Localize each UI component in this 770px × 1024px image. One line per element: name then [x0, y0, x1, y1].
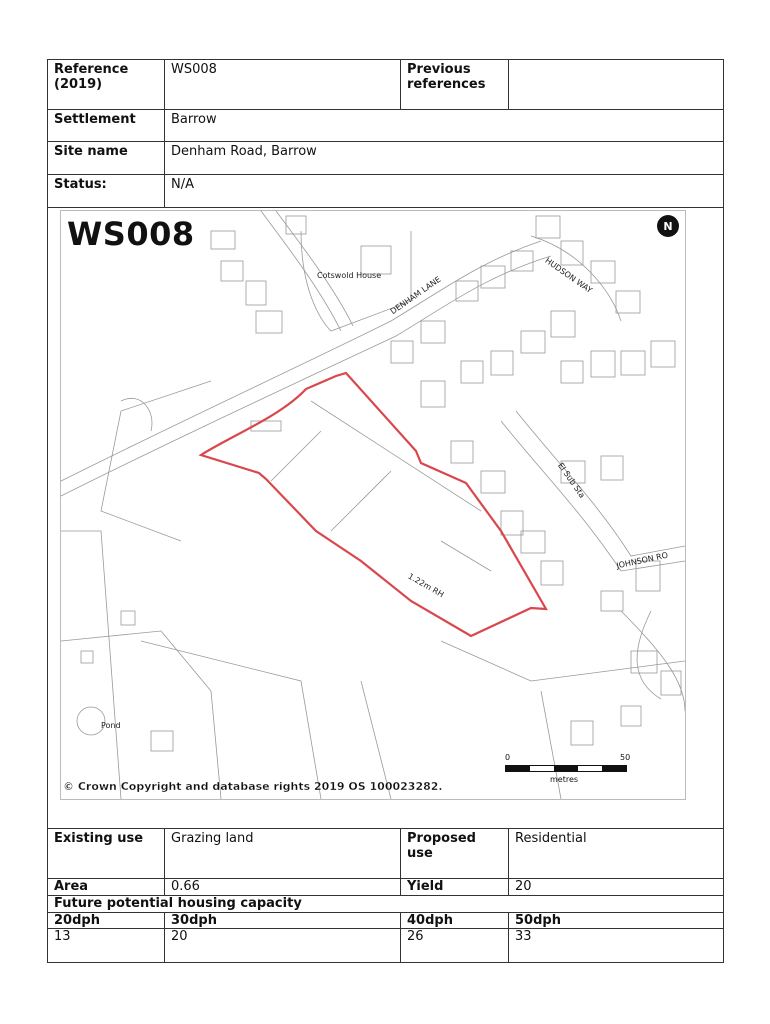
site-map: [60, 210, 686, 800]
map-label-denham-lane: DENHAM LANE: [388, 274, 443, 317]
map-title: WS008: [67, 215, 195, 253]
dph-header-30: 30dph: [165, 913, 401, 929]
proposed-use-value: Residential: [509, 829, 724, 879]
map-label-cotswold-house: Cotswold House: [317, 271, 382, 280]
dph-header-20: 20dph: [48, 913, 165, 929]
site-map-cell: [48, 208, 724, 829]
area-label: Area: [48, 879, 165, 896]
dph-header-40: 40dph: [401, 913, 509, 929]
map-scale-bar: [505, 753, 655, 793]
scale-unit: metres: [550, 775, 579, 784]
north-arrow-icon: N: [657, 215, 679, 237]
site-boundary: [201, 373, 546, 636]
map-copyright: © Crown Copyright and database rights 2019 OS 100023282.: [63, 780, 443, 793]
map-drawing: [61, 211, 685, 799]
existing-use-label: Existing use: [48, 829, 165, 879]
existing-use-value: Grazing land: [165, 829, 401, 879]
settlement-value: Barrow: [165, 110, 724, 142]
map-label-el-sub-sta: El Sub Sta: [555, 461, 587, 500]
previous-references-value: [509, 60, 724, 110]
map-label-hudson-way: HUDSON WAY: [543, 255, 594, 296]
area-value: 0.66: [165, 879, 401, 896]
scale-graduation: [505, 765, 627, 772]
yield-value: 20: [509, 879, 724, 896]
reference-label: Reference (2019): [48, 60, 165, 110]
settlement-label: Settlement: [48, 110, 165, 142]
previous-references-label: Previous references: [401, 60, 509, 110]
map-label-rh: 1.22m RH: [406, 571, 446, 600]
site-name-label: Site name: [48, 142, 165, 175]
site-info-table: [47, 59, 724, 963]
dph-value-40: 26: [401, 929, 509, 963]
future-capacity-label: Future potential housing capacity: [48, 896, 724, 913]
map-label-pond: Pond: [101, 721, 121, 730]
map-label-johnson-road: JOHNSON RO: [615, 550, 669, 571]
dph-value-50: 33: [509, 929, 724, 963]
proposed-use-label: Proposed use: [401, 829, 509, 879]
scale-fifty: 50: [620, 753, 631, 762]
reference-value: WS008: [165, 60, 401, 110]
dph-value-20: 13: [48, 929, 165, 963]
status-label: Status:: [48, 175, 165, 208]
site-name-value: Denham Road, Barrow: [165, 142, 724, 175]
dph-header-50: 50dph: [509, 913, 724, 929]
scale-zero: 0: [505, 753, 511, 762]
status-value: N/A: [165, 175, 724, 208]
dph-value-30: 20: [165, 929, 401, 963]
yield-label: Yield: [401, 879, 509, 896]
site-sheet: [47, 59, 723, 963]
